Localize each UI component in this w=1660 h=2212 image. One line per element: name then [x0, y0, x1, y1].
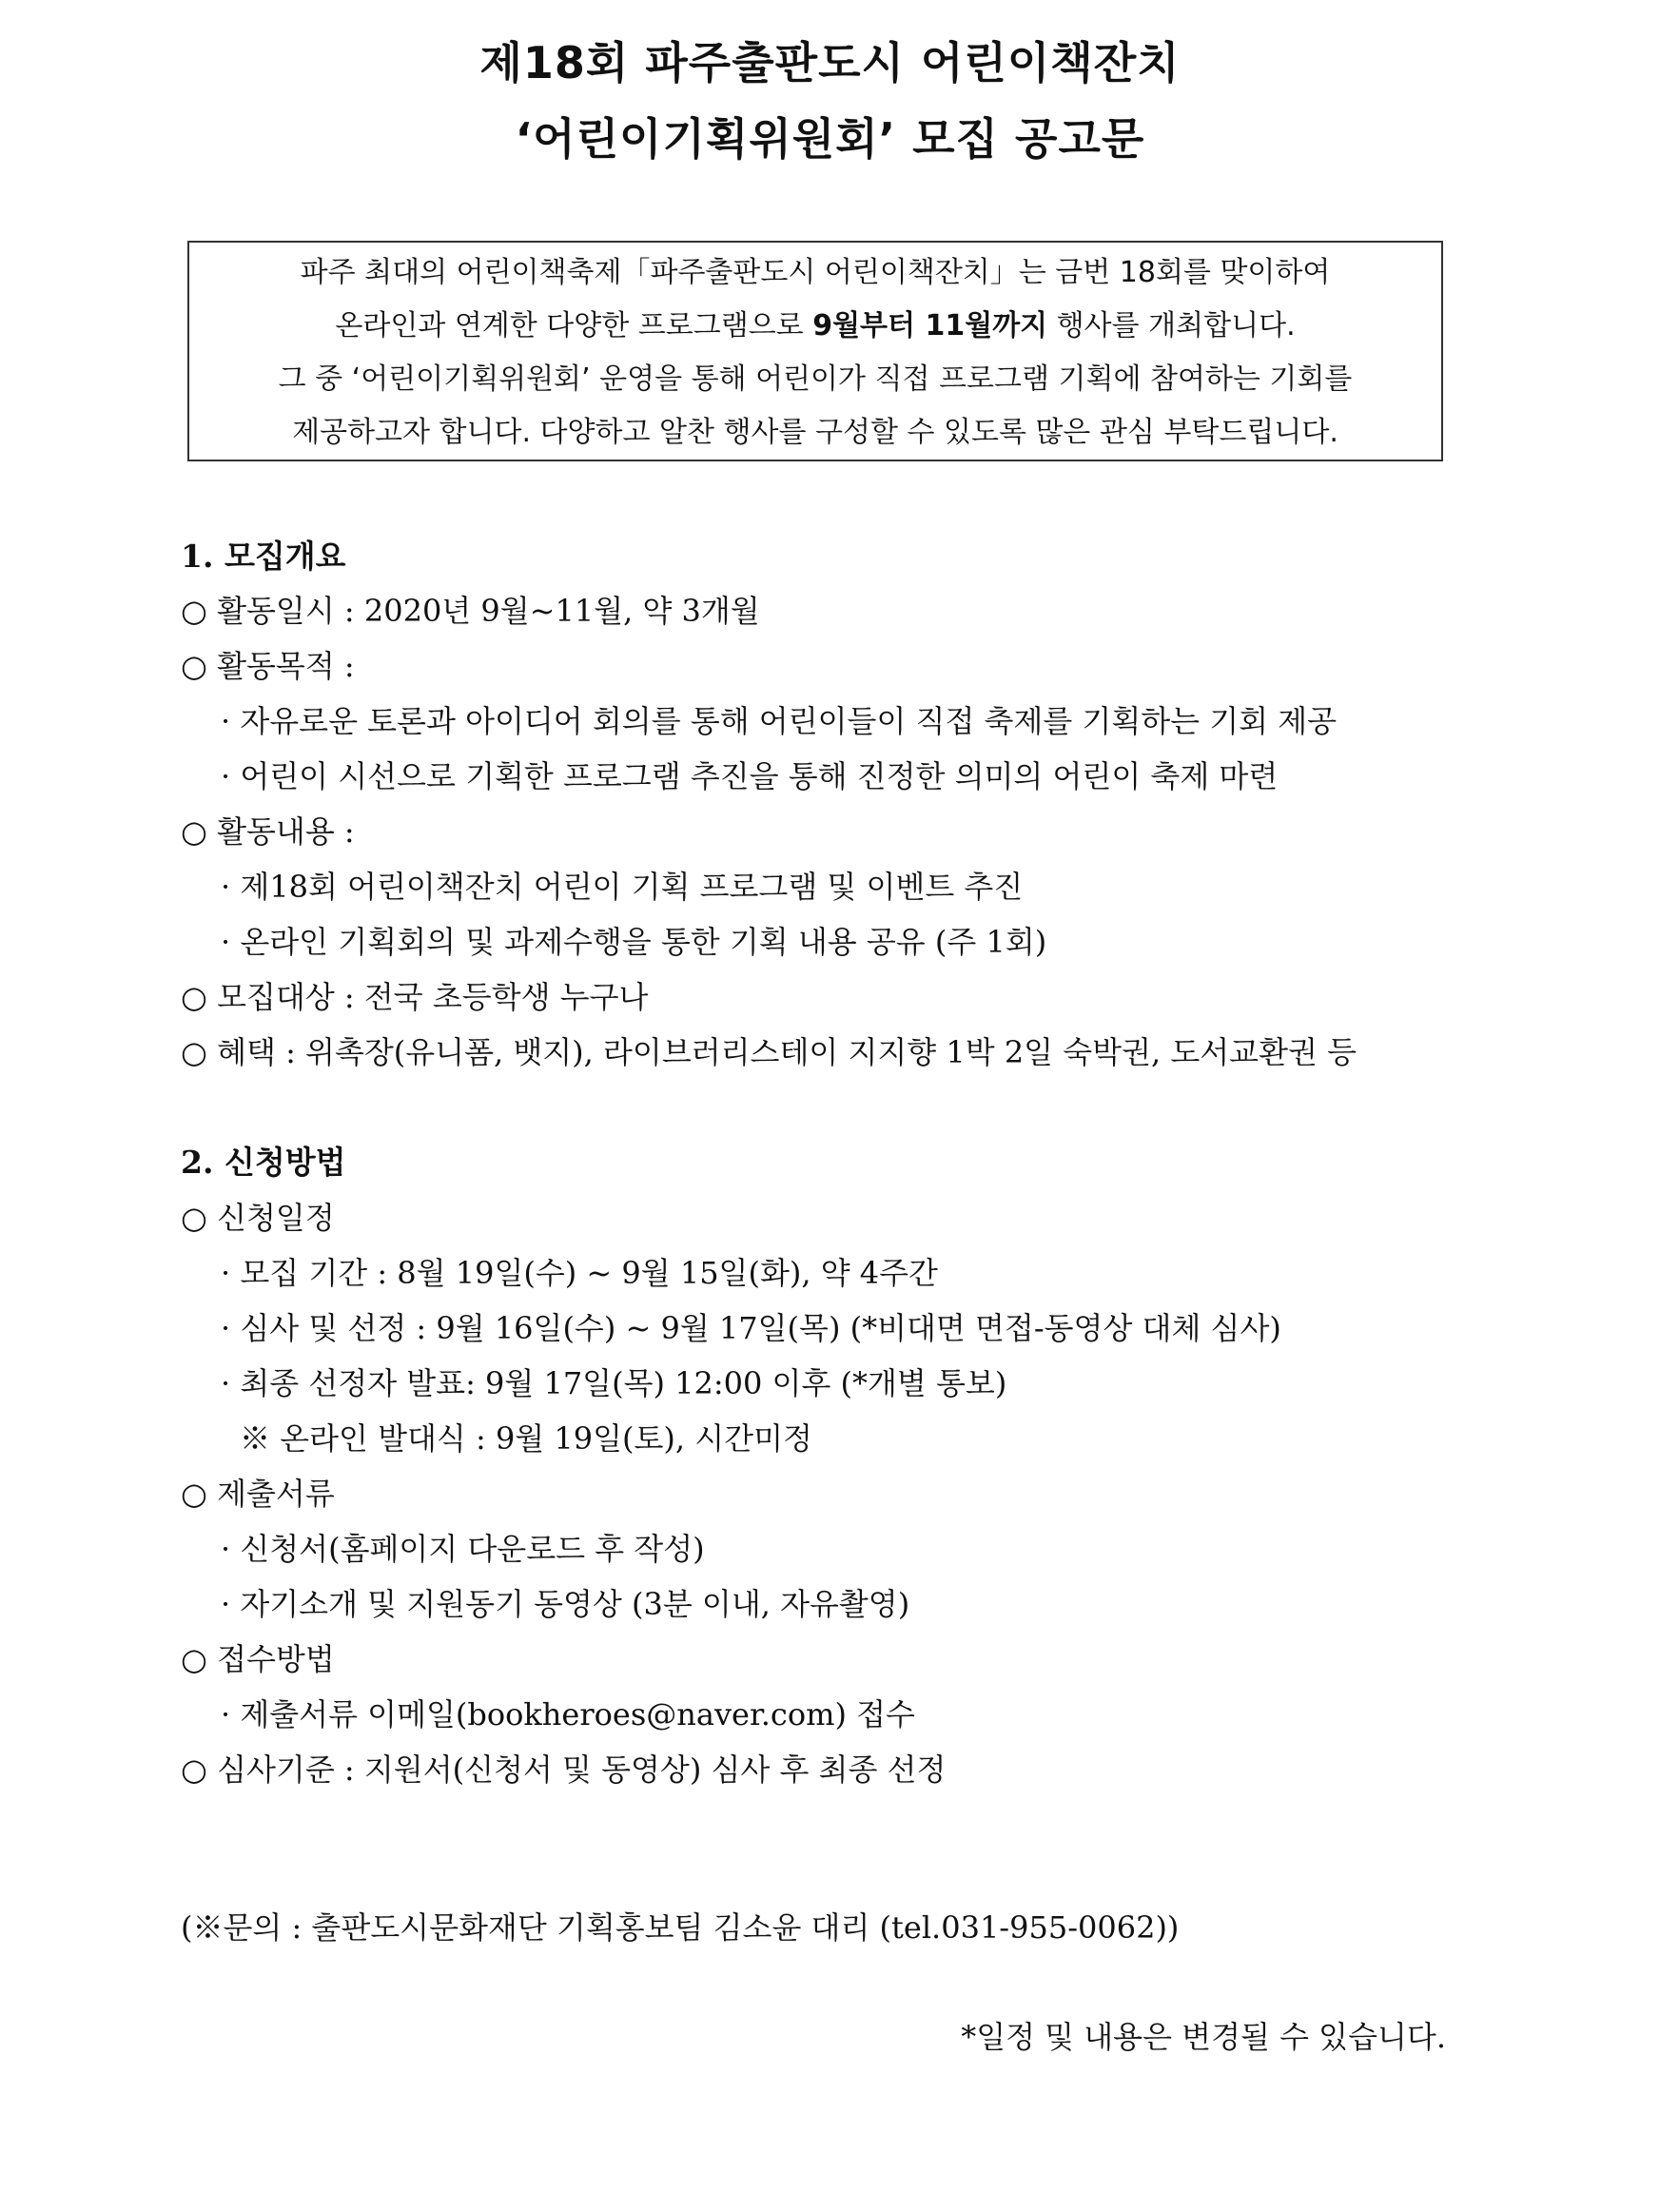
intro-line-2	[189, 307, 1441, 345]
intro-line-4: 제공하고자 합니다. 다양하고 알찬 행사를 구성할 수 있도록 많은 관심 부탁드립니다.	[292, 416, 1338, 449]
disclaimer: *일정 및 내용은 변경될 수 있습니다.	[961, 2019, 1446, 2055]
section2-heading: 2. 신청방법	[181, 1144, 346, 1181]
section2-line: ○ 제출서류	[181, 1476, 335, 1512]
page-title-line2: ‘어린이기획위원회’ 모집 공고문	[515, 113, 1145, 165]
intro-line-2-pre: 온라인과 연계한 다양한 프로그램으로	[335, 309, 813, 343]
section2-line: ○ 접수방법	[181, 1641, 335, 1677]
section2-line: ○ 신청일정	[181, 1200, 335, 1236]
section1-line: · 자유로운 토론과 아이디어 회의를 통해 어린이들이 직접 축제를 기획하는 기회 제공	[221, 703, 1338, 739]
section2-line: ○ 심사기준 : 지원서(신청서 및 동영상) 심사 후 최종 선정	[181, 1752, 947, 1788]
intro-box	[187, 241, 1443, 461]
intro-line-3: 그 중 ‘어린이기획위원회’ 운영을 통해 어린이가 직접 프로그램 기획에 참여하는 기회를	[278, 362, 1353, 396]
intro-line-1: 파주 최대의 어린이책축제「파주출판도시 어린이책잔치」는 금번 18회를 맞이하여	[300, 256, 1331, 289]
intro-line-2-post: 행사를 개최합니다.	[1047, 309, 1296, 343]
section1-line: · 제18회 어린이책잔치 어린이 기획 프로그램 및 이벤트 추진	[221, 869, 1024, 905]
section1-line: ○ 활동목적 :	[181, 648, 355, 684]
section1-line: ○ 활동내용 :	[181, 813, 355, 850]
intro-line-2-emphasis: 9월부터 11월까지	[812, 309, 1048, 343]
section2-line: · 모집 기간 : 8월 19일(수) ~ 9월 15일(화), 약 4주간	[221, 1255, 938, 1291]
contact-info: (※문의 : 출판도시문화재단 기획홍보팀 김소윤 대리 (tel.031-955-0062))	[181, 1909, 1180, 1946]
section2-line: · 자기소개 및 지원동기 동영상 (3분 이내, 자유촬영)	[221, 1586, 910, 1622]
section1-heading: 1. 모집개요	[181, 538, 346, 575]
section2-line: · 최종 선정자 발표: 9월 17일(목) 12:00 이후 (*개별 통보)	[221, 1365, 1007, 1401]
page-title-line1: 제18회 파주출판도시 어린이책잔치	[479, 37, 1181, 88]
section1-line: ○ 혜택 : 위촉장(유니폼, 뱃지), 라이브러리스테이 지지향 1박 2일 숙박권, 도서교환권 등	[181, 1034, 1357, 1070]
section2-line: · 신청서(홈페이지 다운로드 후 작성)	[221, 1531, 705, 1567]
section2-line: · 제출서류 이메일(bookheroes@naver.com) 접수	[221, 1696, 915, 1732]
section1-line: ○ 활동일시 : 2020년 9월~11월, 약 3개월	[181, 593, 760, 629]
section2-line: ※ 온라인 발대식 : 9월 19일(토), 시간미정	[240, 1420, 812, 1457]
section1-line: ○ 모집대상 : 전국 초등학생 누구나	[181, 979, 649, 1015]
section1-line: · 온라인 기획회의 및 과제수행을 통한 기획 내용 공유 (주 1회)	[221, 924, 1047, 960]
section1-line: · 어린이 시선으로 기획한 프로그램 추진을 통해 진정한 의미의 어린이 축제 마련	[221, 758, 1279, 794]
section2-line: · 심사 및 선정 : 9월 16일(수) ~ 9월 17일(목) (*비대면 면접-동영상 대체 심사)	[221, 1310, 1281, 1346]
